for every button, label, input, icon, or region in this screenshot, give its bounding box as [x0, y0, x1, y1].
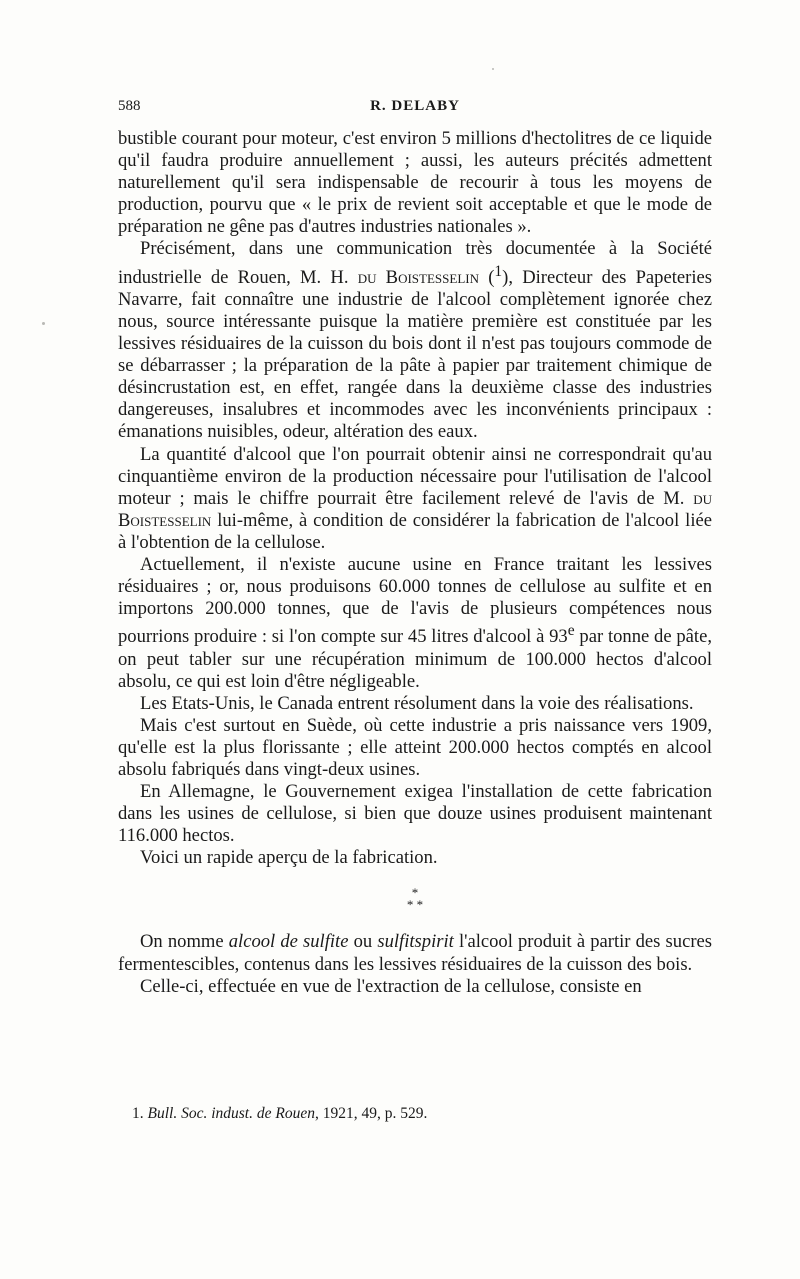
text-run: Les Etats-Unis, le Canada entrent résolument dans la voie des réalisations. [140, 692, 694, 714]
text-run: ), Directeur des Papeteries Navarre, fait connaître une industrie de l'alcool complètement ignorée chez nous, source intéressante puisque la matière première est constituée par les lessives résiduaires de la cuisson du bois dont il n'est pas toujours commode de se débarrasser ; la préparation de la pâte à papier par traitement chimique de désincrustation est, en effet, rangée dans la deuxième classe des industries dangereuses, insalubres et incommodes avec les inconvénients principaux : émanations nuisibles, odeur, altération des eaux. [118, 266, 712, 443]
page-number: 588 [118, 98, 141, 114]
running-title: R. DELABY [370, 98, 460, 114]
text-run: En Allemagne, le Gouvernement exigea l'installation de cette fabrication dans les usines de cellulose, si bien que douze usines produisent maintenant 116.000 hectos. [118, 781, 712, 847]
paragraph [118, 931, 712, 975]
paragraph [118, 693, 712, 715]
paragraph [118, 128, 712, 238]
text-run: La quantité d'alcool que l'on pourrait obtenir ainsi ne correspondrait qu'au cinquantième environ de la production nécessaire pour l'utilisation de l'alcool moteur ; mais le chiffre pourrait être facilement relevé de l'avis de M. [118, 443, 712, 509]
paragraph [118, 781, 712, 847]
section-separator [118, 887, 712, 911]
italic-term: alcool de sulfite [228, 931, 349, 953]
paragraphs-before-separator [118, 128, 712, 869]
body-text [118, 128, 712, 998]
footnote-source: Bull. Soc. indust. de Rouen [147, 1105, 315, 1122]
text-run: Celle-ci, effectuée en vue de l'extraction de la cellulose, consiste en [140, 975, 642, 997]
text-run: ou [348, 931, 378, 953]
text-run: Précisément, dans une communication très documentée à la Société industrielle de Rouen, M. H. [118, 238, 712, 288]
italic-term: sulfitspirit [377, 931, 454, 953]
footnote [132, 1104, 712, 1124]
text-run: On nomme [140, 931, 229, 953]
paragraph [118, 976, 712, 998]
paragraphs-after-separator [118, 931, 712, 997]
small-caps-name: du Boistesselin [357, 266, 479, 288]
superscript: 1 [494, 262, 503, 280]
footnote-number: 1. [132, 1105, 144, 1122]
running-header [118, 98, 712, 120]
superscript: e [567, 622, 575, 640]
paper-speck [492, 68, 494, 70]
text-run: bustible courant pour moteur, c'est environ 5 millions d'hectolitres de ce liquide qu'il faudra produire annuellement ; aussi, les auteurs précités admettent naturellement qu'il sera indispensable de recourir à tous les moyens de production, pourvu que « le prix de revient soit acceptable et que le mode de préparation ne gêne pas d'autres industries nationales ». [118, 128, 712, 238]
separator-asterisk-top: * [411, 885, 419, 901]
text-run: lui-même, à condition de considérer la fabrication de l'alcool liée à l'obtention de la cellulose. [118, 509, 712, 553]
paragraph [118, 238, 712, 443]
text-run: Actuellement, il n'existe aucune usine en France traitant les lessives résiduaires ; or, nous produisons 60.000 tonnes de cellulose au sulfite et en importons 200.000 tonnes, que de l'avis de plusieurs compétences nous pourrions produire : si l'on compte sur 45 litres d'alcool à 93 [118, 553, 712, 648]
text-run: l'alcool produit à partir des sucres fermentescibles, contenus dans les lessives résiduaires de la cuisson des bois. [118, 931, 712, 975]
text-run: Mais c'est surtout en Suède, où cette industrie a pris naissance vers 1909, qu'elle est la plus florissante ; elle atteint 200.000 hectos comptés en alcool absolu fabriqués dans vingt-deux usines. [118, 714, 712, 780]
text-run: Voici un rapide aperçu de la fabrication. [140, 847, 438, 869]
paper-speck [42, 322, 45, 325]
paragraph [118, 554, 712, 693]
text-run: ( [478, 266, 495, 288]
paragraph [118, 847, 712, 869]
text-run: par tonne de pâte, on peut tabler sur une récupération minimum de 100.000 hectos d'alcool absolu, ce qui est loin d'être négligeable. [118, 626, 712, 692]
paragraph [118, 715, 712, 781]
paragraph [118, 444, 712, 554]
separator-asterisks-bottom: * * [406, 897, 424, 913]
footnote-details: , 1921, 49, p. 529. [314, 1105, 428, 1122]
small-caps-name: du Boistesselin [118, 487, 712, 531]
